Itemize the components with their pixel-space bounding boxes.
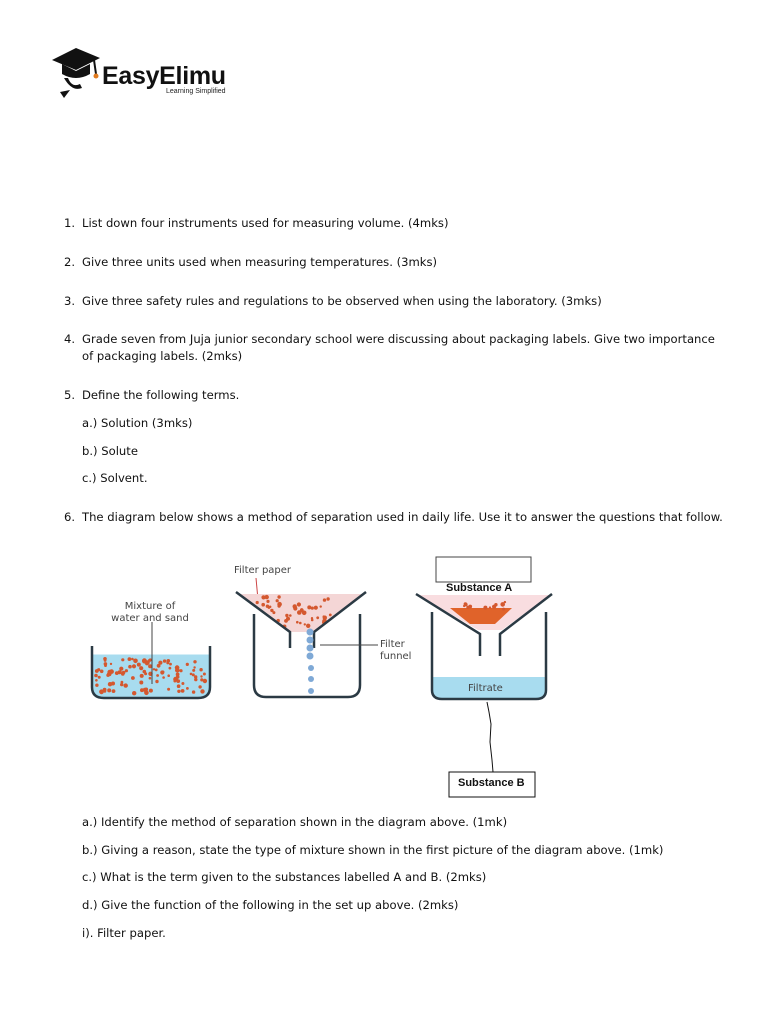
sand-particle [139, 681, 143, 685]
sand-particle [145, 662, 149, 666]
question-number: 4. [64, 332, 76, 346]
sand-particle [316, 616, 319, 619]
sand-particle [153, 668, 155, 670]
sand-particle [133, 659, 138, 664]
logo-tagline: Learning Simplified [166, 88, 226, 95]
sand-particle [203, 673, 206, 676]
sand-particle [181, 682, 184, 685]
sand-particle [98, 676, 101, 679]
sand-particle [176, 675, 180, 679]
sand-particle [286, 617, 290, 621]
sand-particle [149, 689, 153, 693]
sand-particle [177, 684, 181, 688]
sand-particle [329, 614, 332, 617]
sand-particle [297, 602, 301, 606]
easyelimu-logo [50, 44, 250, 100]
graduation-cap-icon [50, 44, 106, 100]
sand-particle [323, 598, 326, 601]
sand-particle [155, 680, 158, 683]
sand-particle [112, 689, 116, 693]
question-number: 5. [64, 388, 76, 402]
sand-particle [167, 688, 170, 691]
sand-particle [149, 677, 152, 680]
sand-particle [177, 690, 180, 693]
mixture-label-line2: water and sand [111, 613, 189, 624]
sand-particle [193, 666, 195, 668]
sand-particle [128, 665, 132, 669]
sand-particle [300, 608, 304, 612]
sand-particle [494, 603, 497, 606]
sand-particle [186, 663, 189, 666]
sand-particle [140, 674, 144, 678]
sand-particle [261, 603, 265, 607]
sand-particle [277, 595, 280, 598]
filter-funnel-label-line1: Filter [380, 639, 405, 650]
sand-particle [502, 608, 505, 611]
sand-particle [166, 661, 169, 664]
question-5 [64, 387, 724, 404]
sand-particle [266, 600, 269, 603]
sand-particle [326, 597, 329, 600]
q6-part-b: b.) Giving a reason, state the type of mixture shown in the first picture of the diagram above. (1mk) [82, 843, 664, 857]
sand-particle [194, 678, 197, 681]
question-number: 6. [64, 510, 76, 524]
sand-particle [466, 606, 469, 609]
substance-b-label: Substance B [458, 777, 525, 789]
sand-particle [139, 666, 143, 670]
filter-funnel-label-line2: funnel [380, 651, 412, 662]
sand-particle [157, 664, 161, 668]
sand-particle [108, 682, 112, 686]
sand-particle [311, 619, 314, 622]
sand-particle [104, 659, 107, 662]
question-text: Give three safety rules and regulations to be observed when using the laboratory. (3mks) [82, 294, 602, 308]
question-4 [64, 331, 724, 365]
sand-particle [299, 622, 302, 625]
sand-particle [162, 676, 165, 679]
sand-particle [272, 611, 275, 614]
filtering-beaker [234, 565, 411, 697]
sand-particle [167, 674, 170, 677]
question-number: 2. [64, 255, 76, 269]
sand-particle [289, 614, 292, 617]
q6-part-c: c.) What is the term given to the substances labelled A and B. (2mks) [82, 870, 487, 884]
sand-particle [156, 674, 159, 677]
sand-particle [119, 671, 121, 673]
question-1 [64, 215, 724, 232]
sand-particle [193, 660, 196, 663]
sand-particle [103, 690, 106, 693]
sand-particle [128, 657, 132, 661]
sand-particle [464, 603, 468, 607]
sand-particle [276, 599, 279, 602]
sand-particle [100, 670, 104, 674]
sand-particle [121, 658, 124, 661]
question-text: Define the following terms. [82, 388, 240, 402]
sand-particle [198, 685, 201, 688]
sand-particle [200, 689, 204, 693]
mixture-beaker [92, 601, 210, 698]
sand-particle [163, 659, 166, 662]
sand-particle [200, 675, 202, 677]
sand-particle [95, 684, 98, 687]
sand-particle [104, 664, 107, 667]
sand-particle [483, 606, 487, 610]
filtration-diagram [80, 552, 560, 802]
sand-particle [192, 690, 195, 693]
sand-particle [169, 667, 172, 670]
sand-particle [314, 606, 318, 610]
sand-particle [107, 688, 111, 692]
sand-particle [190, 673, 193, 676]
q6-part-d-i: i). Filter paper. [82, 926, 166, 940]
sand-particle [155, 669, 158, 672]
question-2 [64, 254, 724, 271]
sand-particle [181, 689, 185, 693]
filtered-beaker [416, 557, 552, 797]
sand-particle [261, 595, 265, 599]
sand-particle [296, 621, 299, 624]
sand-particle [140, 688, 144, 692]
sand-particle [137, 663, 141, 667]
mixture-label-line1: Mixture of [124, 601, 176, 612]
sand-particle [95, 679, 98, 682]
sand-particle [192, 669, 195, 672]
question-6 [64, 509, 724, 526]
filtrate-label: Filtrate [468, 683, 503, 694]
sand-particle [204, 680, 207, 683]
question-number: 1. [64, 216, 76, 230]
sand-particle [132, 664, 136, 668]
sand-particle [99, 689, 104, 694]
q6-part-a: a.) Identify the method of separation shown in the diagram above. (1mk) [82, 815, 508, 829]
sand-particle [320, 605, 322, 607]
sand-particle [186, 687, 189, 690]
q5-part-a: a.) Solution (3mks) [82, 416, 193, 430]
sand-particle [109, 669, 114, 674]
sand-particle [500, 602, 505, 607]
question-text: Give three units used when measuring temperatures. (3mks) [82, 255, 438, 269]
sand-particle [122, 671, 126, 675]
question-text: The diagram below shows a method of separation used in daily life. Use it to answer the questions that follow. [82, 510, 723, 524]
sand-particle [125, 669, 128, 672]
sand-particle [110, 663, 112, 665]
sand-particle [120, 683, 123, 686]
question-number: 3. [64, 294, 76, 308]
sand-particle [131, 658, 134, 661]
sand-particle [124, 683, 128, 687]
sand-particle [304, 623, 306, 625]
sand-particle [148, 659, 151, 662]
sand-particle [94, 674, 98, 678]
sand-particle [256, 601, 259, 604]
sand-particle [175, 668, 180, 673]
sand-particle [179, 669, 182, 672]
sand-particle [143, 670, 147, 674]
q5-part-c: c.) Solvent. [82, 471, 148, 485]
sand-particle [269, 606, 272, 609]
sand-particle [489, 606, 491, 608]
sand-particle [277, 602, 282, 607]
sand-particle [323, 615, 325, 617]
logo-wordmark: EasyElimu [102, 62, 226, 90]
sand-particle [132, 691, 136, 695]
q5-part-b: b.) Solute [82, 444, 138, 458]
sand-particle [307, 605, 311, 609]
filter-paper-label: Filter paper [234, 565, 292, 576]
q6-part-d: d.) Give the function of the following in the set up above. (2mks) [82, 898, 459, 912]
question-text: List down four instruments used for measuring volume. (4mks) [82, 216, 449, 230]
sand-particle [200, 678, 203, 681]
sand-particle [169, 663, 172, 666]
sand-particle [119, 667, 123, 671]
substance-a-box [436, 557, 531, 582]
sand-particle [306, 624, 310, 628]
sand-particle [199, 668, 202, 671]
question-text: Grade seven from Juja junior secondary school were discussing about packaging labels. Give two importance of packaging labels. (2mks) [82, 332, 715, 363]
question-3 [64, 293, 724, 310]
sand-particle [162, 671, 165, 674]
substance-a-label: Substance A [446, 582, 513, 594]
sand-particle [131, 676, 135, 680]
sand-particle [285, 614, 288, 617]
sand-particle [293, 606, 297, 610]
sand-particle [95, 669, 99, 673]
